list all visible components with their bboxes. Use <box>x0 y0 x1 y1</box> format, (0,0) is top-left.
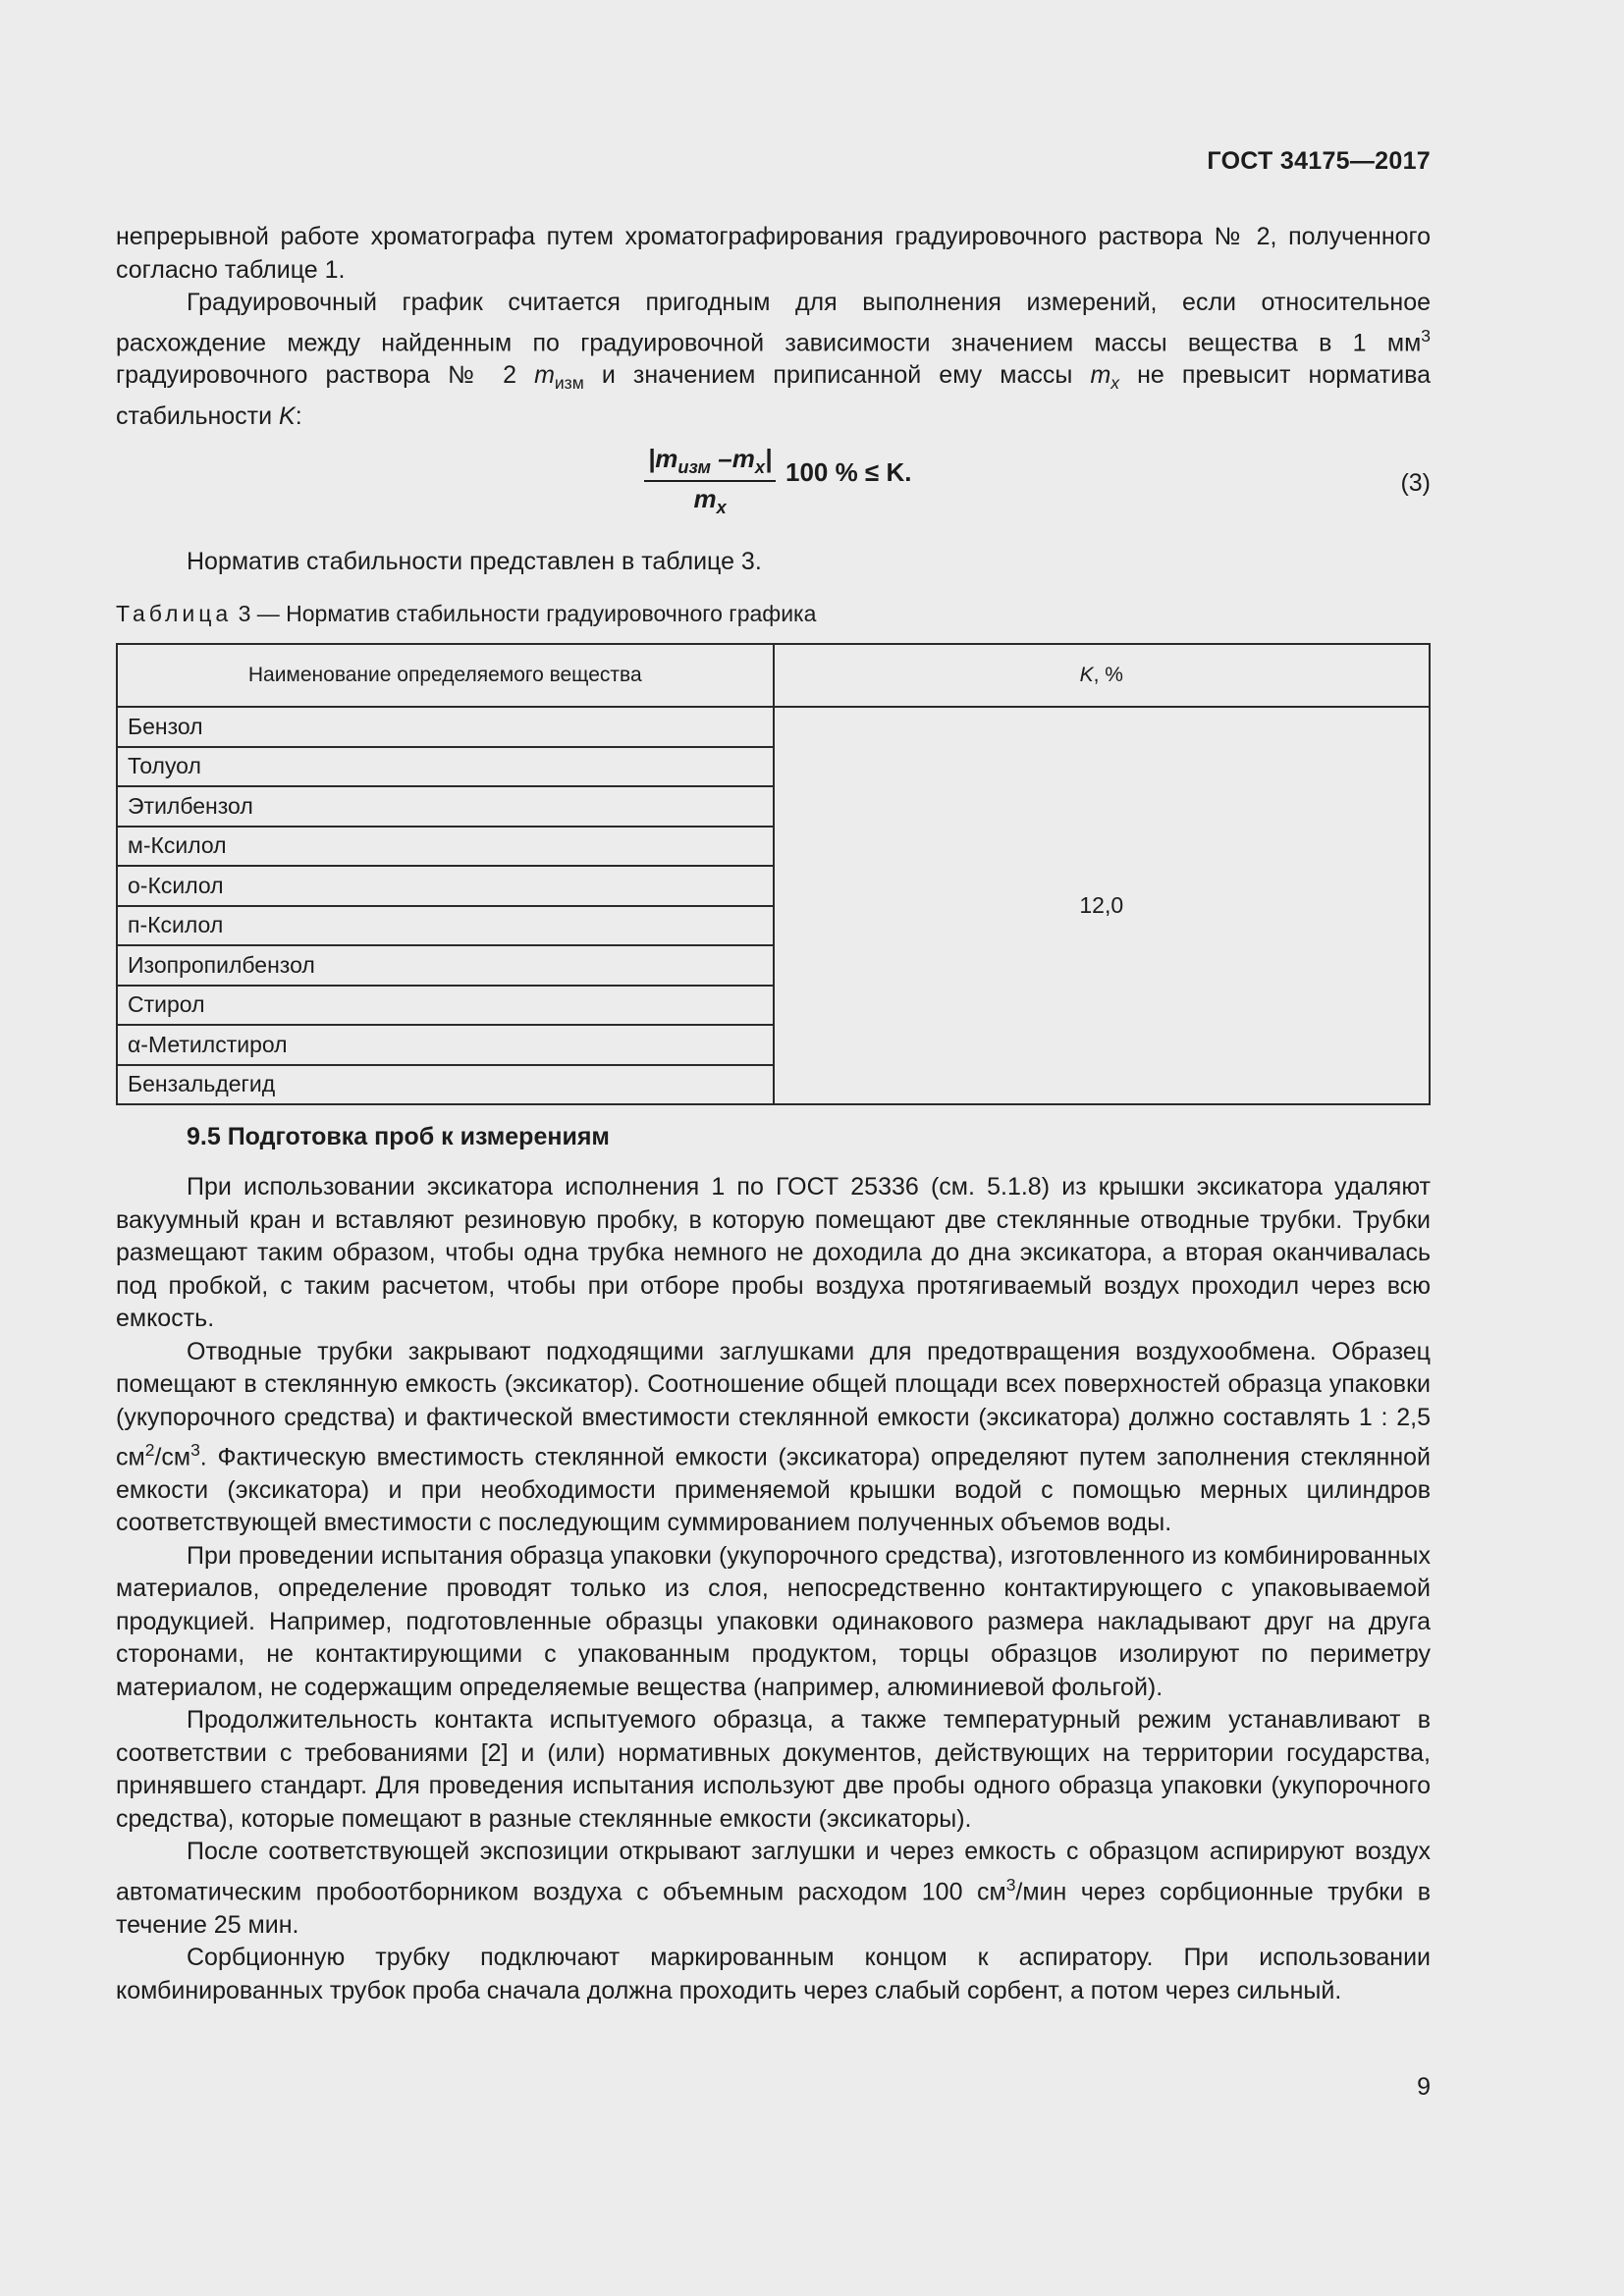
formula-3 <box>116 444 1431 522</box>
section-body <box>116 1171 1431 2007</box>
substance-cell: Бензальдегид <box>117 1065 774 1105</box>
substance-cell: Изопропилбензол <box>117 945 774 986</box>
formula-right-side: 100 % ≤ K. <box>785 457 912 487</box>
table-caption: Таблица 3 — Норматив стабильности градуировочного графика <box>116 601 817 626</box>
formula-fraction <box>644 444 776 518</box>
paragraph-5: После соответствующей экспозиции открывают заглушки и через емкость с образцом аспирируют воздух автоматическим пробоотборником воздуха с объемным расходом 100 $см^3$/мин через сорбционные трубки в течение 25 мин. <box>116 1838 1431 1939</box>
formula-denominator: $m_x$ <box>693 484 727 518</box>
column-header-k: K, % <box>774 644 1431 707</box>
substance-cell: Этилбензол <box>117 786 774 827</box>
formula-numerator: $|m_{изм}$ $-m_x|$ <box>644 444 776 482</box>
substance-cell: Толуол <box>117 747 774 787</box>
paragraph-6: Сорбционную трубку подключают маркированным концом к аспиратору. При использовании комбинированных трубок проба сначала должна проходить через слабый сорбент, а потом через сильный. <box>116 1944 1431 2004</box>
section-title: 9.5 Подготовка проб к измерениям <box>187 1123 610 1150</box>
substance-cell: м-Ксилол <box>117 827 774 867</box>
standard-header: ГОСТ 34175—2017 <box>1207 147 1431 175</box>
paragraph-2: Отводные трубки закрывают подходящими заглушками для предотвращения воздухообмена. Образец помещают в стеклянную емкость (эксикатор). Соотношение общей площади всех поверхностей образца упаковки (укупорочного средства) и фактической вместимости стеклянной емкости (эксикатора) должно составлять 1 : 2,5 $см^2/см^3$. Фактическую вместимость стеклянной емкости (эксикатора) определяют путем заполнения стеклянной емкости (эксикатора) и при необходимости применяемой крышки водой с помощью мерных цилиндров соответствующей вместимости с последующим суммированием полученных объемов воды. <box>116 1337 1431 1537</box>
paragraph-3: При проведении испытания образца упаковки (укупорочного средства), изготовленного из комбинированных материалов, определение проводят только из слоя, непосредственно контактирующего с упаковываемой продукцией. Например, подготовленные образцы упаковки одинакового размера накладывают друг на друга сторонами, не контактирующими с упакованным продуктом, торцы образцов изолируют по периметру материалом, не содержащим определяемые вещества (например, алюминиевой фольгой). <box>116 1541 1431 1701</box>
formula-number: (3) <box>1400 469 1431 497</box>
column-header-substance: Наименование определяемого вещества <box>117 644 774 707</box>
substance-cell: о-Ксилол <box>117 866 774 906</box>
table-body <box>117 707 1430 1104</box>
substance-cell: п-Ксилол <box>117 906 774 946</box>
substance-cell: Бензол <box>117 707 774 747</box>
stability-norm-table <box>116 643 1431 1105</box>
page-number: 9 <box>1417 2073 1431 2101</box>
table-row <box>117 707 1430 747</box>
substance-cell: Стирол <box>117 986 774 1026</box>
criterion-paragraph: Градуировочный график считается пригодным для выполнения измерений, если относительное расхождение между найденным по градуировочной зависимости значением массы вещества в 1 $мм^3$ градуировочного раствора № 2 $m_{изм}$ и значением приписанной ему массы $m_x$ не превысит норматива стабильности K: <box>116 289 1431 430</box>
norm-paragraph: Норматив стабильности представлен в таблице 3. <box>187 548 762 575</box>
intro-paragraph: непрерывной работе хроматографа путем хроматографирования градуировочного раствора № 2, полученного согласно таблице 1. <box>116 223 1431 284</box>
substance-cell: α-Метилстирол <box>117 1025 774 1065</box>
paragraph-4: Продолжительность контакта испытуемого образца, а также температурный режим устанавливают в соответствии с требованиями [2] и (или) нормативных документов, действующих на территории государства, принявшего стандарт. Для проведения испытания используют две пробы одного образца упаковки (укупорочного средства), которые помещают в разные стеклянные емкости (эксикаторы). <box>116 1706 1431 1833</box>
table-header-row <box>117 644 1430 707</box>
paragraph-1: При использовании эксикатора исполнения 1 по ГОСТ 25336 (см. 5.1.8) из крышки эксикатора удаляют вакуумный кран и вставляют резиновую пробку, в которую помещают две стеклянные отводные трубки. Трубки размещают таким образом, чтобы одна трубка немного не доходила до дна эксикатора, а вторая оканчивалась под пробкой, с таким расчетом, чтобы при отборе пробы воздуха протягиваемый воздух проходил через всю емкость. <box>116 1173 1431 1332</box>
k-value-cell: 12,0 <box>774 707 1431 1104</box>
intro-text-block <box>116 221 1431 433</box>
norm-paragraph-block <box>116 546 1431 579</box>
